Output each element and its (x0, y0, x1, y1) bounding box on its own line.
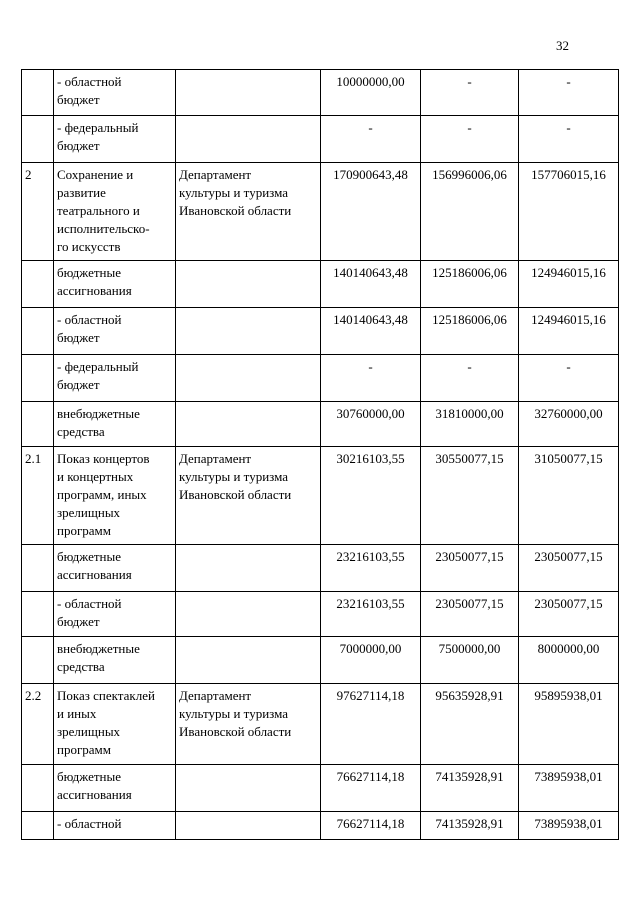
value-year2-text: 23050077,15 (435, 549, 504, 564)
value-year3-cell (519, 402, 619, 447)
row-number-cell (22, 765, 54, 812)
item-name-cell (54, 545, 176, 592)
value-year3-text: - (566, 74, 571, 89)
item-name-cell (54, 684, 176, 765)
value-year1-text: - (368, 359, 373, 374)
row-number-cell (22, 116, 54, 163)
value-year3-text: 73895938,01 (534, 816, 603, 831)
value-year1-cell (321, 70, 421, 116)
value-year1-text: 76627114,18 (336, 769, 405, 784)
value-year2-text: 31810000,00 (435, 406, 504, 421)
value-year1-cell (321, 116, 421, 163)
item-name-text: Показ концертов и концертных программ, иных зрелищных программ (57, 451, 150, 538)
value-year3-cell (519, 684, 619, 765)
executor-cell (176, 637, 321, 684)
executor-cell (176, 812, 321, 840)
item-name-cell (54, 592, 176, 637)
value-year2-text: 125186006,06 (432, 265, 507, 280)
page-number: 32 (556, 38, 569, 53)
value-year1-text: 7000000,00 (339, 641, 402, 656)
row-number-cell (22, 545, 54, 592)
value-year2-text: 125186006,06 (432, 312, 507, 327)
item-name-cell (54, 447, 176, 545)
value-year3-cell (519, 163, 619, 261)
executor-cell (176, 116, 321, 163)
row-number-cell (22, 70, 54, 116)
executor-cell (176, 308, 321, 355)
value-year1-cell (321, 402, 421, 447)
value-year2-cell (421, 355, 519, 402)
item-name-text: бюджетные ассигнования (57, 265, 132, 298)
executor-cell (176, 447, 321, 545)
item-name-text: - федеральный бюджет (57, 359, 139, 392)
value-year3-text: 32760000,00 (534, 406, 603, 421)
executor-cell (176, 261, 321, 308)
table-row (22, 163, 619, 261)
item-name-text: - областной бюджет (57, 312, 122, 345)
executor-text: Департамент культуры и туризма Ивановской области (179, 167, 292, 218)
table-row (22, 70, 619, 116)
executor-text: Департамент культуры и туризма Ивановской области (179, 451, 292, 502)
table-row (22, 402, 619, 447)
value-year2-cell (421, 812, 519, 840)
row-number-cell (22, 308, 54, 355)
row-number-text: 2.2 (25, 688, 42, 703)
row-number-cell (22, 684, 54, 765)
value-year3-cell (519, 308, 619, 355)
value-year3-text: 73895938,01 (534, 769, 603, 784)
table-row (22, 261, 619, 308)
value-year3-text: 23050077,15 (534, 596, 603, 611)
value-year1-text: 10000000,00 (336, 74, 405, 89)
value-year3-cell (519, 261, 619, 308)
value-year1-text: 30216103,55 (336, 451, 405, 466)
value-year2-cell (421, 684, 519, 765)
item-name-text: внебюджетные средства (57, 406, 140, 439)
value-year2-text: 7500000,00 (438, 641, 501, 656)
item-name-text: - федеральный бюджет (57, 120, 139, 153)
item-name-cell (54, 163, 176, 261)
item-name-text: - областной бюджет (57, 596, 122, 629)
value-year3-cell (519, 592, 619, 637)
table-row (22, 447, 619, 545)
item-name-cell (54, 308, 176, 355)
item-name-cell (54, 261, 176, 308)
value-year2-cell (421, 308, 519, 355)
executor-cell (176, 684, 321, 765)
item-name-cell (54, 355, 176, 402)
table-row (22, 812, 619, 840)
budget-table-body (22, 70, 619, 840)
value-year3-cell (519, 447, 619, 545)
value-year3-cell (519, 545, 619, 592)
value-year3-cell (519, 116, 619, 163)
value-year3-text: - (566, 120, 571, 135)
value-year2-text: - (467, 359, 472, 374)
value-year3-cell (519, 812, 619, 840)
value-year2-text: 74135928,91 (435, 769, 504, 784)
row-number-cell (22, 812, 54, 840)
item-name-cell (54, 637, 176, 684)
table-row (22, 637, 619, 684)
value-year3-text: 23050077,15 (534, 549, 603, 564)
row-number-text: 2.1 (25, 451, 42, 466)
value-year1-cell (321, 163, 421, 261)
row-number-cell (22, 402, 54, 447)
value-year3-cell (519, 765, 619, 812)
item-name-text: Сохранение и развитие театрального и исполнительско- го искусств (57, 167, 150, 254)
item-name-cell (54, 765, 176, 812)
value-year2-text: 23050077,15 (435, 596, 504, 611)
value-year2-text: 95635928,91 (435, 688, 504, 703)
item-name-text: - областной (57, 816, 122, 831)
item-name-cell (54, 812, 176, 840)
value-year1-cell (321, 684, 421, 765)
executor-cell (176, 402, 321, 447)
executor-cell (176, 70, 321, 116)
value-year2-text: 74135928,91 (435, 816, 504, 831)
value-year1-cell (321, 447, 421, 545)
value-year2-cell (421, 70, 519, 116)
value-year1-cell (321, 355, 421, 402)
value-year3-cell (519, 355, 619, 402)
table-row (22, 116, 619, 163)
value-year1-cell (321, 637, 421, 684)
value-year2-cell (421, 261, 519, 308)
value-year1-text: 23216103,55 (336, 549, 405, 564)
value-year1-cell (321, 812, 421, 840)
value-year3-text: 31050077,15 (534, 451, 603, 466)
value-year3-text: 95895938,01 (534, 688, 603, 703)
value-year2-text: - (467, 120, 472, 135)
row-number-cell (22, 592, 54, 637)
executor-cell (176, 355, 321, 402)
value-year1-text: 170900643,48 (333, 167, 408, 182)
row-number-cell (22, 163, 54, 261)
item-name-cell (54, 70, 176, 116)
table-row (22, 355, 619, 402)
value-year2-text: - (467, 74, 472, 89)
value-year2-cell (421, 402, 519, 447)
value-year1-cell (321, 765, 421, 812)
value-year3-text: 124946015,16 (531, 265, 606, 280)
value-year1-cell (321, 308, 421, 355)
value-year1-cell (321, 545, 421, 592)
budget-table (21, 69, 619, 840)
value-year2-text: 30550077,15 (435, 451, 504, 466)
executor-cell (176, 163, 321, 261)
value-year2-text: 156996006,06 (432, 167, 507, 182)
value-year2-cell (421, 447, 519, 545)
value-year2-cell (421, 545, 519, 592)
value-year2-cell (421, 592, 519, 637)
item-name-text: Показ спектаклей и иных зрелищных программ (57, 688, 155, 757)
table-row (22, 308, 619, 355)
value-year1-text: 23216103,55 (336, 596, 405, 611)
value-year2-cell (421, 637, 519, 684)
row-number-cell (22, 355, 54, 402)
item-name-text: - областной бюджет (57, 74, 122, 107)
executor-cell (176, 545, 321, 592)
value-year3-text: - (566, 359, 571, 374)
value-year1-text: 140140643,48 (333, 265, 408, 280)
value-year3-cell (519, 70, 619, 116)
value-year2-cell (421, 765, 519, 812)
value-year3-text: 8000000,00 (537, 641, 600, 656)
value-year1-text: 30760000,00 (336, 406, 405, 421)
row-number-cell (22, 261, 54, 308)
value-year1-text: 76627114,18 (336, 816, 405, 831)
table-row (22, 765, 619, 812)
value-year1-text: - (368, 120, 373, 135)
executor-cell (176, 765, 321, 812)
value-year1-cell (321, 592, 421, 637)
item-name-cell (54, 402, 176, 447)
table-row (22, 684, 619, 765)
executor-text: Департамент культуры и туризма Ивановской области (179, 688, 292, 739)
table-row (22, 545, 619, 592)
value-year2-cell (421, 163, 519, 261)
item-name-cell (54, 116, 176, 163)
table-row (22, 592, 619, 637)
value-year2-cell (421, 116, 519, 163)
row-number-cell (22, 637, 54, 684)
value-year3-text: 124946015,16 (531, 312, 606, 327)
executor-cell (176, 592, 321, 637)
value-year1-cell (321, 261, 421, 308)
item-name-text: внебюджетные средства (57, 641, 140, 674)
value-year3-cell (519, 637, 619, 684)
row-number-text: 2 (25, 167, 32, 182)
value-year1-text: 140140643,48 (333, 312, 408, 327)
item-name-text: бюджетные ассигнования (57, 769, 132, 802)
value-year3-text: 157706015,16 (531, 167, 606, 182)
item-name-text: бюджетные ассигнования (57, 549, 132, 582)
row-number-cell (22, 447, 54, 545)
value-year1-text: 97627114,18 (336, 688, 405, 703)
